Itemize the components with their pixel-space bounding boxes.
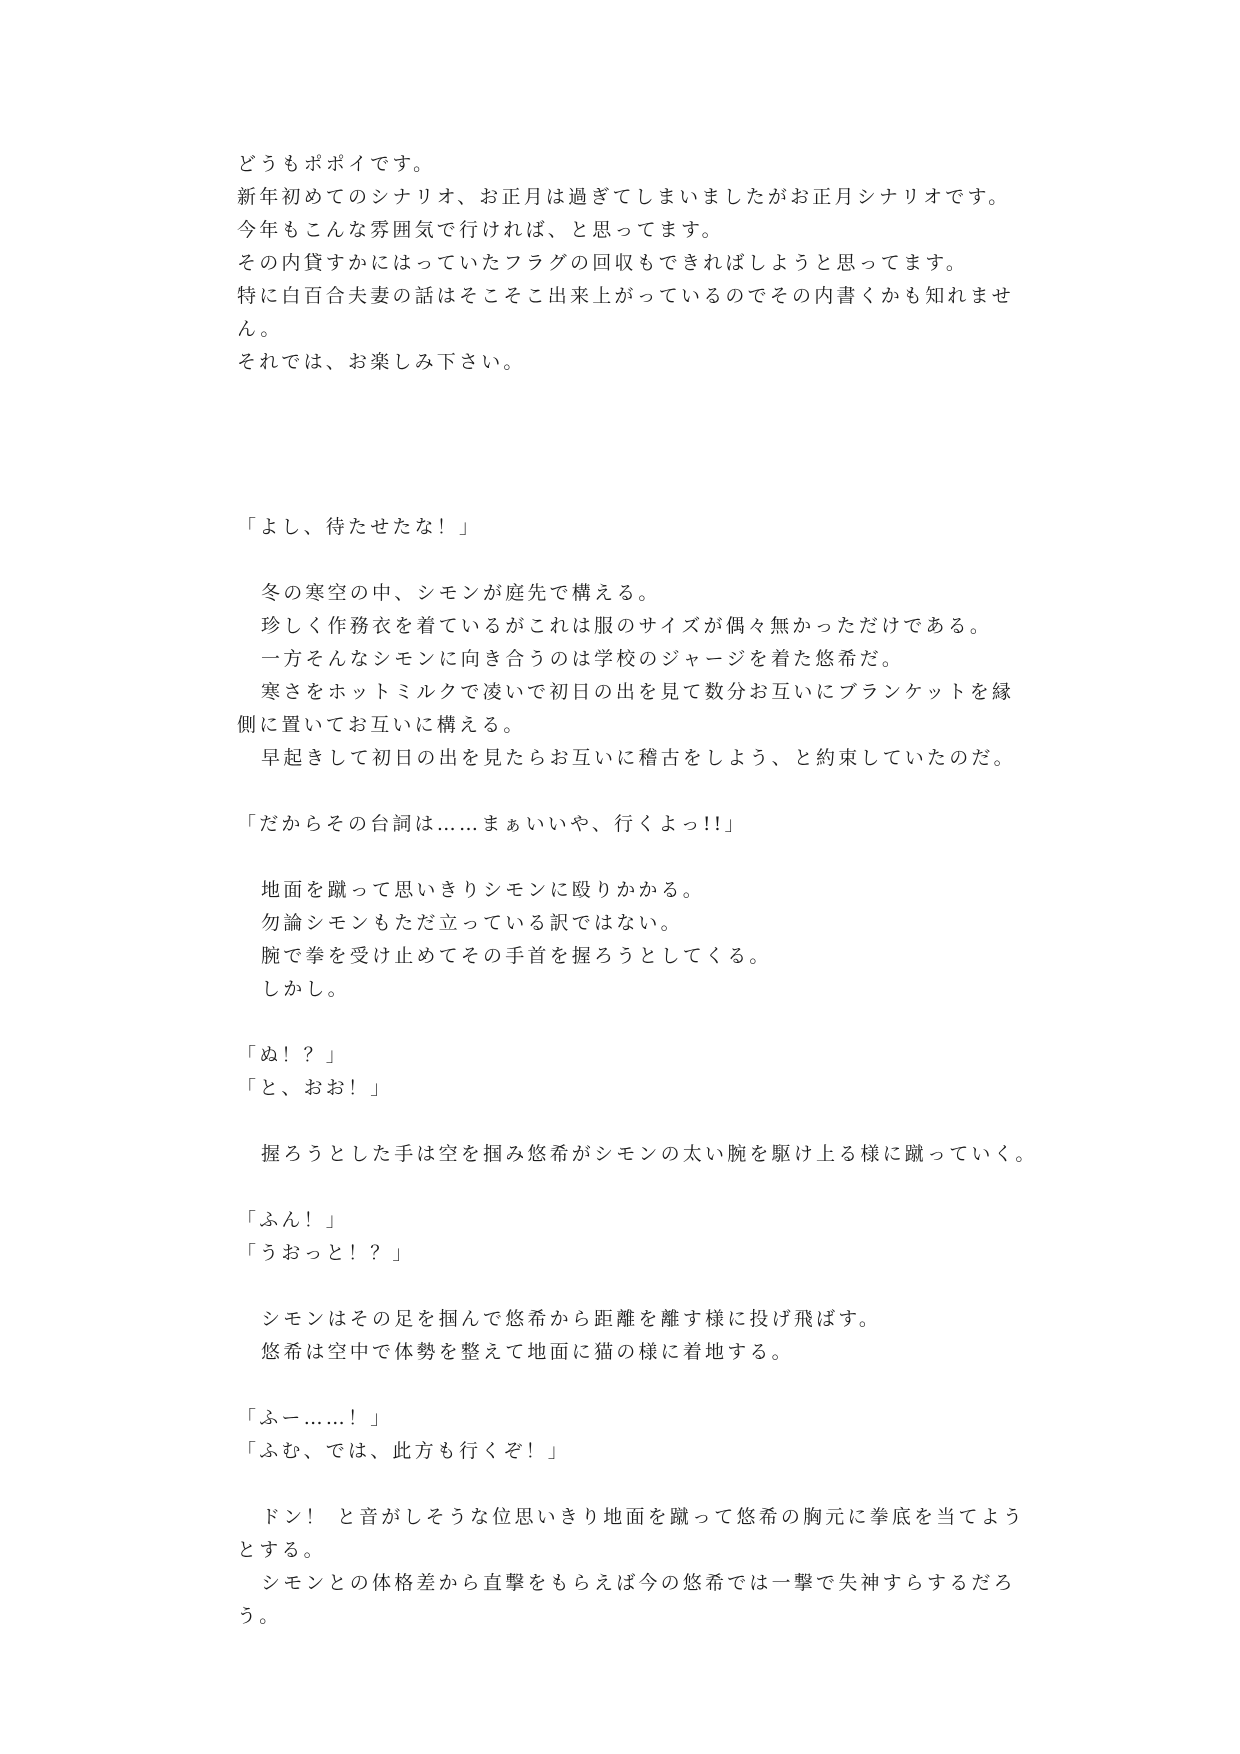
narration-line: とする。 (237, 1539, 326, 1561)
blank-line (237, 445, 1017, 478)
text-line: ん。 (237, 318, 283, 340)
dialogue-line: 「ふむ、では、此方も行くぞ！」 (237, 1440, 571, 1462)
narration-line: う。 (237, 1605, 282, 1627)
narration-line: 握ろうとした手は空を掴み悠希がシモンの太い腕を駆け上る様に蹴っていく。 (261, 1143, 1038, 1165)
narration-line: 悠希は空中で体勢を整えて地面に猫の様に着地する。 (261, 1341, 794, 1363)
dialogue-line: 「うおっと！？」 (237, 1242, 415, 1264)
blank-line (237, 841, 1017, 874)
blank-line (237, 478, 1017, 511)
text-line: 特に白百合夫妻の話はそこそこ出来上がっているのでその内書くかも知れませ (237, 285, 1015, 307)
blank-line (237, 1468, 1017, 1501)
narration-line: 地面を蹴って思いきりシモンに殴りかかる。 (261, 879, 706, 901)
dialogue-line: 「だからその台詞は……まぁいいや、行くよっ!!」 (237, 813, 747, 835)
dialogue-line: 「ふー……！」 (237, 1407, 393, 1429)
blank-line (237, 1105, 1017, 1138)
narration-line: しかし。 (261, 978, 350, 1000)
narration-line: シモンはその足を掴んで悠希から距離を離す様に投げ飛ばす。 (261, 1308, 882, 1330)
text-line: それでは、お楽しみ下さい。 (237, 351, 526, 373)
blank-line (237, 1006, 1017, 1039)
blank-line (237, 775, 1017, 808)
narration-line: ドン！ と音がしそうな位思いきり地面を蹴って悠希の胸元に拳底を当てよう (261, 1506, 1026, 1528)
narration-line: 一方そんなシモンに向き合うのは学校のジャージを着た悠希だ。 (261, 648, 905, 670)
blank-line (237, 1171, 1017, 1204)
dialogue-line: 「よし、待たせたな！」 (237, 516, 482, 538)
blank-line (237, 1270, 1017, 1303)
dialogue-line: 「ぬ！？」 (237, 1044, 349, 1066)
narration-line: シモンとの体格差から直撃をもらえば今の悠希では一撃で失神すらするだろ (261, 1572, 1016, 1594)
narration-line: 早起きして初日の出を見たらお互いに稽古をしよう、と約束していたのだ。 (261, 747, 1016, 769)
narration-line: 冬の寒空の中、シモンが庭先で構える。 (261, 582, 661, 604)
narration-line: 寒さをホットミルクで凌いで初日の出を見て数分お互いにブランケットを縁 (261, 681, 1015, 703)
narration-line: 側に置いてお互いに構える。 (237, 714, 526, 736)
narration-line: 勿論シモンもただ立っている訳ではない。 (261, 912, 683, 934)
blank-line (237, 412, 1017, 445)
text-line: どうもポポイです。 (237, 153, 436, 175)
blank-line (237, 1369, 1017, 1402)
narration-line: 珍しく作務衣を着ているがこれは服のサイズが偶々無かっただけである。 (261, 615, 993, 637)
document-body (237, 148, 1038, 1633)
blank-line (237, 544, 1017, 577)
blank-line (237, 379, 1017, 412)
text-line: 新年初めてのシナリオ、お正月は過ぎてしまいましたがお正月シナリオです。 (237, 186, 1011, 208)
dialogue-line: 「と、おお！」 (237, 1077, 393, 1099)
text-line: その内貸すかにはっていたフラグの回収もできればしようと思ってます。 (237, 252, 969, 274)
dialogue-line: 「ふん！」 (237, 1209, 349, 1231)
text-line: 今年もこんな雰囲気で行ければ、と思ってます。 (237, 219, 724, 241)
narration-line: 腕で拳を受け止めてその手首を握ろうとしてくる。 (261, 945, 772, 967)
